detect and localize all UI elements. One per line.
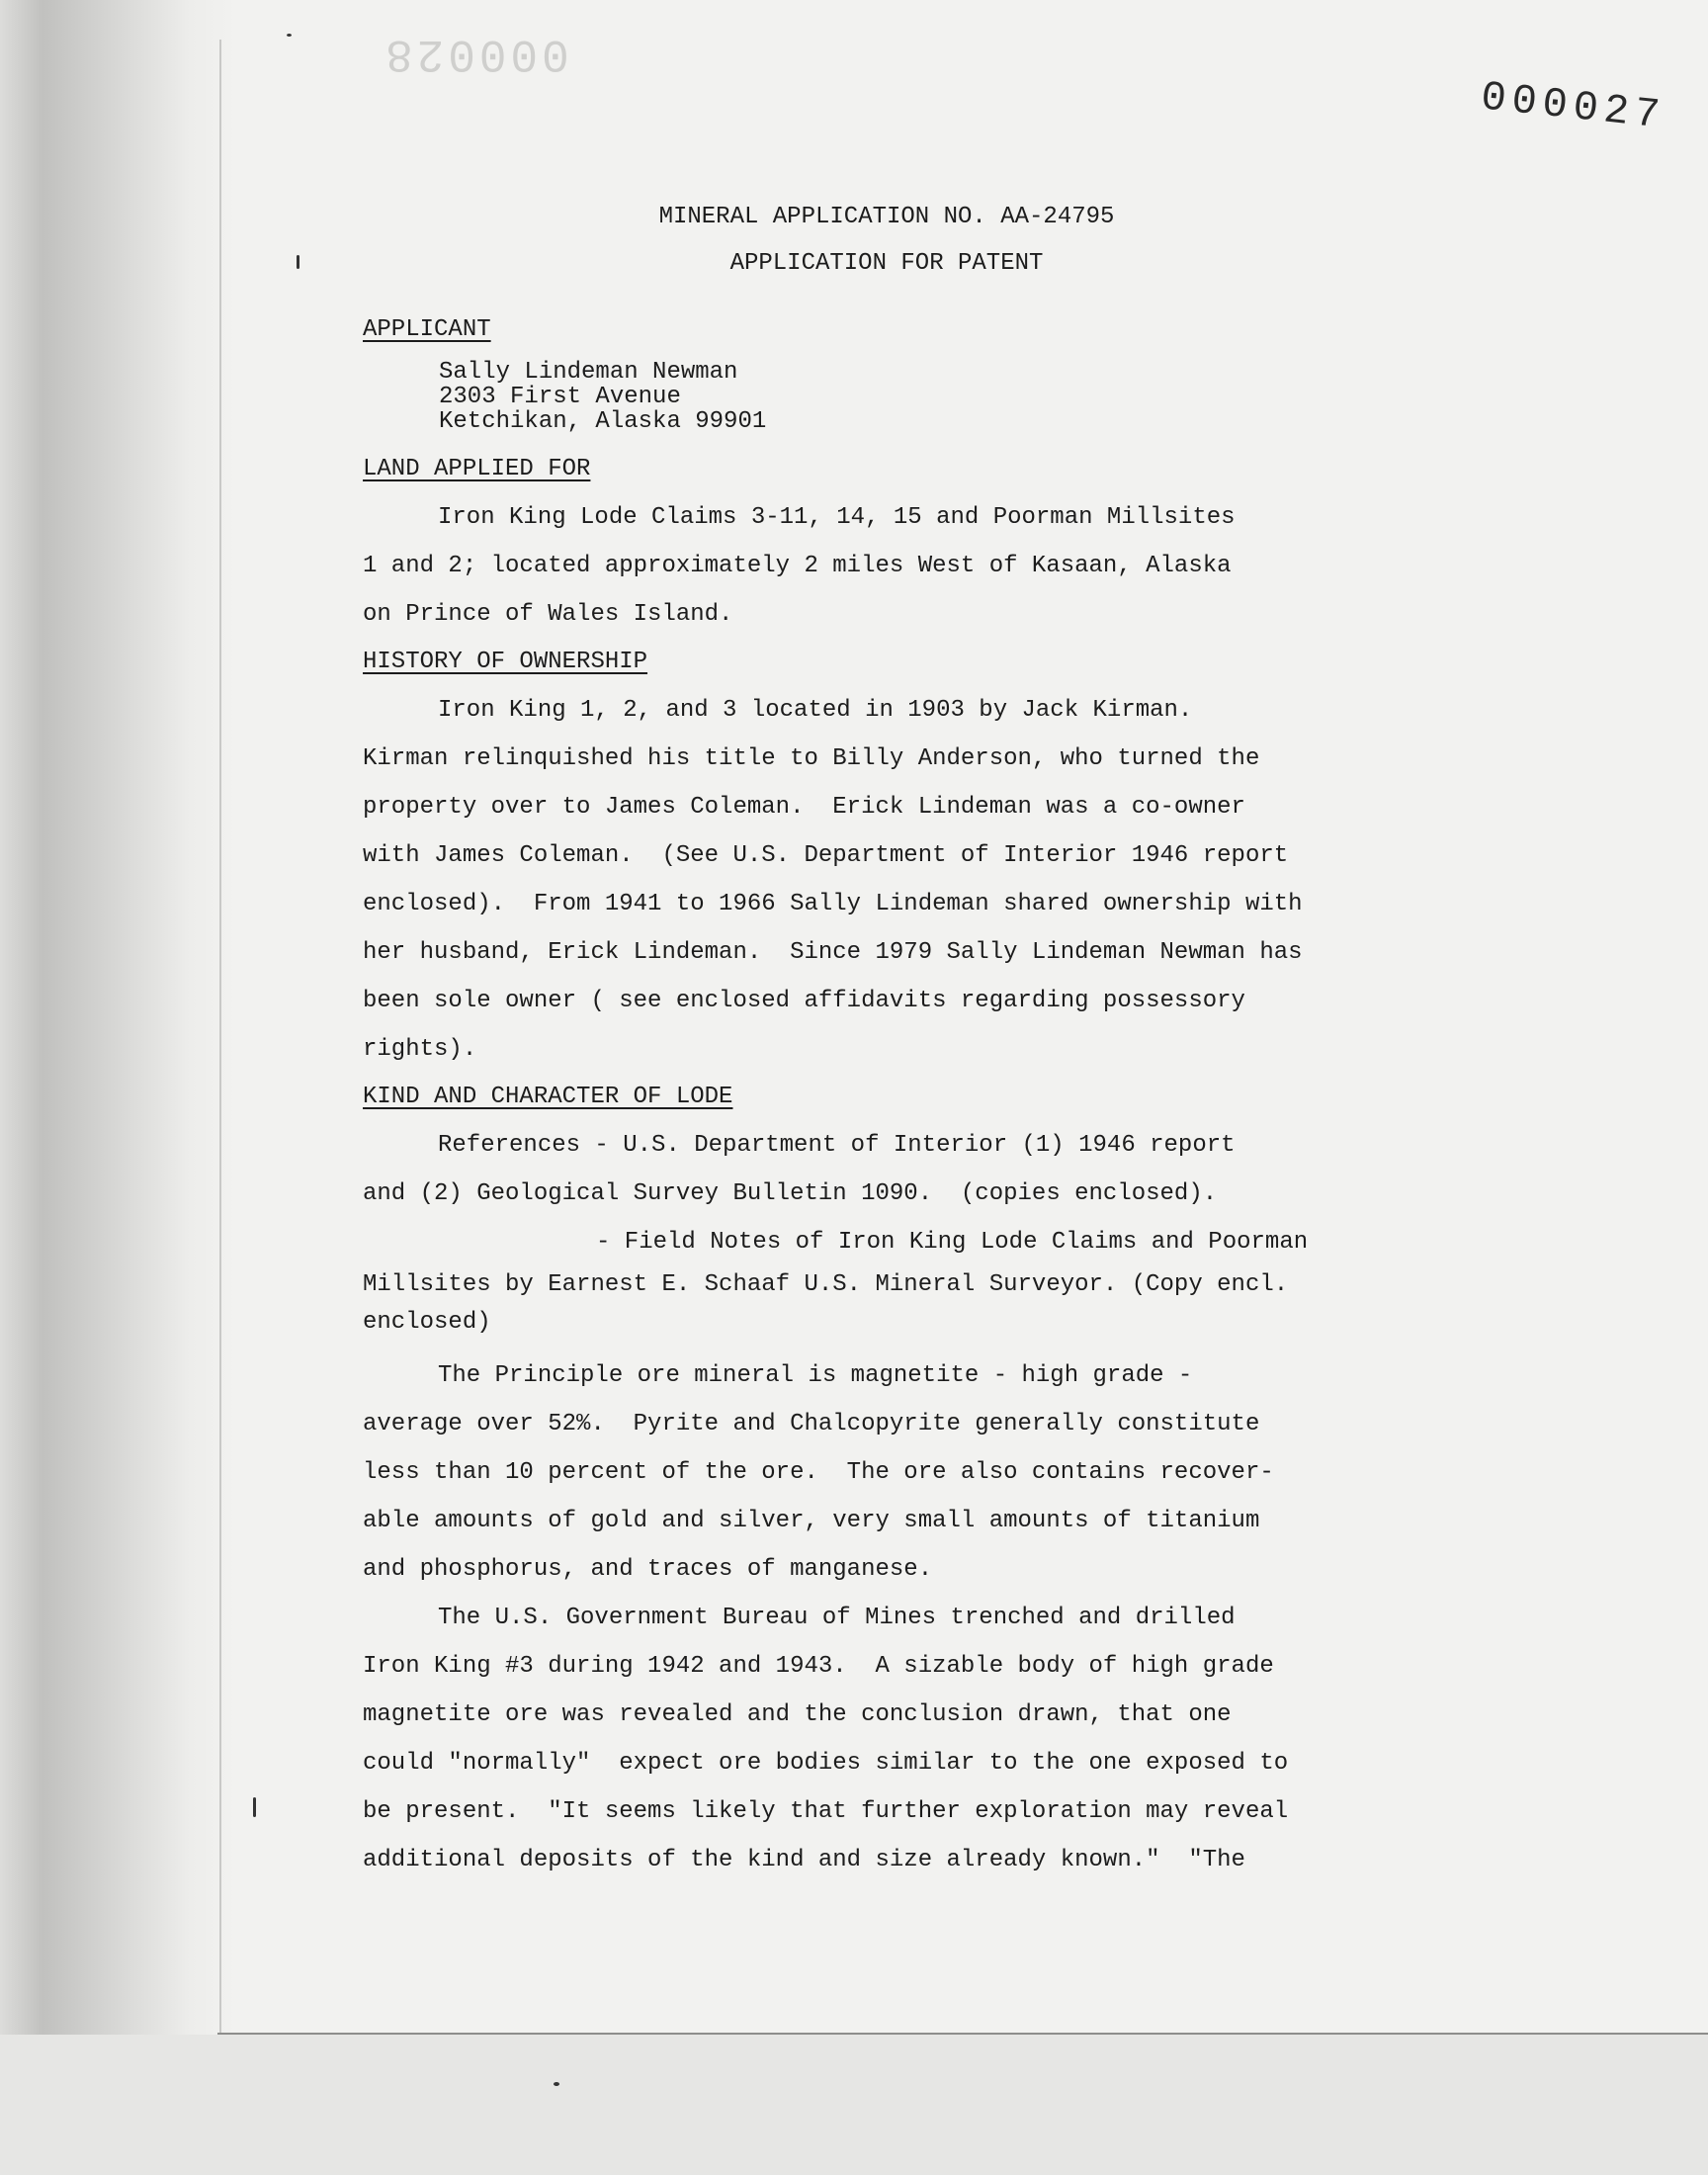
scan-speck (253, 1797, 256, 1817)
text-line: with James Coleman. (See U.S. Department of Interior 1946 report (363, 842, 1289, 869)
faded-page-number-stamp: 000028 (382, 28, 569, 79)
text-line: able amounts of gold and silver, very small amounts of titanium (363, 1508, 1260, 1534)
land-paragraph (363, 493, 1351, 639)
scan-shadow (0, 0, 237, 2175)
applicant-name: Sally Lindeman Newman (439, 359, 738, 386)
applicant-city: Ketchikan, Alaska 99901 (439, 408, 767, 435)
text-line: enclosed) (363, 1309, 491, 1336)
page-left-edge (219, 40, 221, 2037)
text-line: and phosphorus, and traces of manganese. (363, 1556, 933, 1583)
text-line: and (2) Geological Survey Bulletin 1090. (copies enclosed). (363, 1180, 1218, 1207)
text-line: 1 and 2; located approximately 2 miles West of Kasaan, Alaska (363, 553, 1232, 579)
scan-speck (554, 2082, 559, 2086)
text-line: The Principle ore mineral is magnetite - high grade - (438, 1362, 1193, 1389)
text-line: The U.S. Government Bureau of Mines trenched and drilled (438, 1605, 1236, 1631)
text-line: Iron King #3 during 1942 and 1943. A sizable body of high grade (363, 1653, 1274, 1680)
application-number: MINERAL APPLICATION NO. AA-24795 (658, 204, 1115, 230)
text-line: Iron King Lode Claims 3-11, 14, 15 and Poorman Millsites (438, 504, 1236, 531)
references-paragraph (363, 1121, 1351, 1342)
text-line: her husband, Erick Lindeman. Since 1979 Sally Lindeman Newman has (363, 939, 1303, 966)
scanner-bed (0, 2035, 1708, 2175)
page-bottom-edge (217, 2033, 1708, 2035)
history-heading: HISTORY OF OWNERSHIP (363, 649, 648, 675)
text-line: enclosed). From 1941 to 1966 Sally Lindeman shared ownership with (363, 891, 1303, 917)
lode-heading: KIND AND CHARACTER OF LODE (363, 1084, 733, 1110)
text-line: Millsites by Earnest E. Schaaf U.S. Mineral Surveyor. (Copy encl. (363, 1271, 1289, 1298)
bureau-paragraph (363, 1594, 1351, 1884)
applicant-street: 2303 First Avenue (439, 384, 681, 410)
text-line: - Field Notes of Iron King Lode Claims and Poorman (596, 1229, 1309, 1256)
document-body (363, 194, 1351, 1884)
text-line: additional deposits of the kind and size already known." "The (363, 1847, 1245, 1873)
text-line: property over to James Coleman. Erick Lindeman was a co-owner (363, 794, 1245, 821)
page-number-stamp: 000027 (1479, 73, 1668, 140)
scan-speck (297, 255, 299, 269)
text-line: average over 52%. Pyrite and Chalcopyrite generally constitute (363, 1411, 1260, 1437)
text-line: rights). (363, 1036, 477, 1063)
text-line: be present. "It seems likely that further exploration may reveal (363, 1798, 1289, 1825)
text-line: been sole owner ( see enclosed affidavits regarding possessory (363, 988, 1245, 1014)
text-line: References - U.S. Department of Interior (1) 1946 report (438, 1132, 1236, 1159)
land-heading: LAND APPLIED FOR (363, 456, 591, 482)
text-line: on Prince of Wales Island. (363, 601, 733, 628)
text-line: Iron King 1, 2, and 3 located in 1903 by Jack Kirman. (438, 697, 1193, 724)
application-title: APPLICATION FOR PATENT (729, 250, 1044, 277)
applicant-heading: APPLICANT (363, 316, 491, 343)
text-line: could "normally" expect ore bodies similar to the one exposed to (363, 1750, 1289, 1777)
text-line: magnetite ore was revealed and the conclusion drawn, that one (363, 1701, 1232, 1728)
ore-paragraph (363, 1351, 1351, 1594)
text-line: less than 10 percent of the ore. The ore also contains recover- (363, 1459, 1274, 1486)
applicant-address (363, 360, 1351, 434)
text-line: Kirman relinquished his title to Billy Anderson, who turned the (363, 745, 1260, 772)
scan-speck (287, 34, 292, 37)
history-paragraph (363, 686, 1351, 1074)
